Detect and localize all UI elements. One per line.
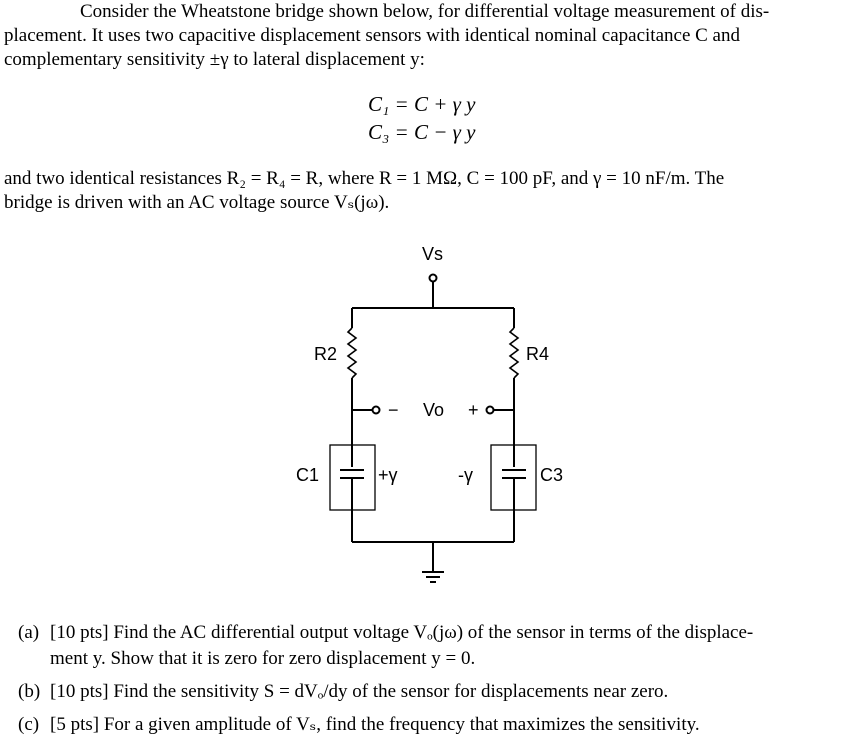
r2-label: R2: [314, 344, 338, 364]
question-b-label: (b): [18, 681, 41, 702]
equation-c3: C₃ = C − γ y: [368, 120, 476, 144]
vo-minus-sign: −: [388, 400, 399, 420]
minus-gamma-label: -γ: [458, 465, 473, 485]
question-a: [18, 620, 858, 672]
source-terminal: [430, 275, 437, 282]
source-label: Vs: [422, 244, 444, 264]
middle-line-2: bridge is driven with an AC voltage source Vₛ(jω).: [4, 192, 390, 213]
c1-label: C1: [296, 465, 320, 485]
vo-label: Vo: [423, 400, 445, 420]
resistor-r4: [510, 328, 518, 378]
left-output-terminal: [373, 407, 380, 414]
question-c: [18, 712, 858, 738]
resistor-r2: [348, 328, 356, 378]
intro-line-3: complementary sensitivity ±γ to lateral displacement y:: [4, 49, 425, 70]
question-a-line-2: ment y. Show that it is zero for zero displacement y = 0.: [50, 648, 476, 669]
question-c-line-1: [5 pts] For a given amplitude of Vₛ, find the frequency that maximizes the sensitivity.: [50, 714, 700, 735]
wheatstone-bridge-diagram: [270, 232, 600, 592]
vo-plus-sign: +: [468, 400, 479, 420]
intro-line-1: Consider the Wheatstone bridge shown below, for differential voltage measurement of dis-: [80, 1, 770, 22]
plus-gamma-label: +γ: [378, 465, 398, 485]
r4-label: R4: [526, 344, 550, 364]
c3-label: C3: [540, 465, 564, 485]
question-b-line-1: [10 pts] Find the sensitivity S = dVₒ/dy of the sensor for displacements near zero.: [50, 681, 669, 702]
question-b: [18, 679, 858, 705]
right-output-terminal: [487, 407, 494, 414]
middle-line-1: and two identical resistances R₂ = R₄ = R, where R = 1 MΩ, C = 100 pF, and γ = 10 nF/m. The: [4, 168, 725, 189]
equation-c1: C₁ = C + γ y: [368, 92, 476, 116]
question-c-label: (c): [18, 714, 40, 735]
question-a-label: (a): [18, 622, 40, 643]
intro-line-2: placement. It uses two capacitive displacement sensors with identical nominal capacitance C and: [4, 25, 740, 46]
question-a-line-1: [10 pts] Find the AC differential output voltage Vₒ(jω) of the sensor in terms of the displace-: [50, 622, 754, 643]
